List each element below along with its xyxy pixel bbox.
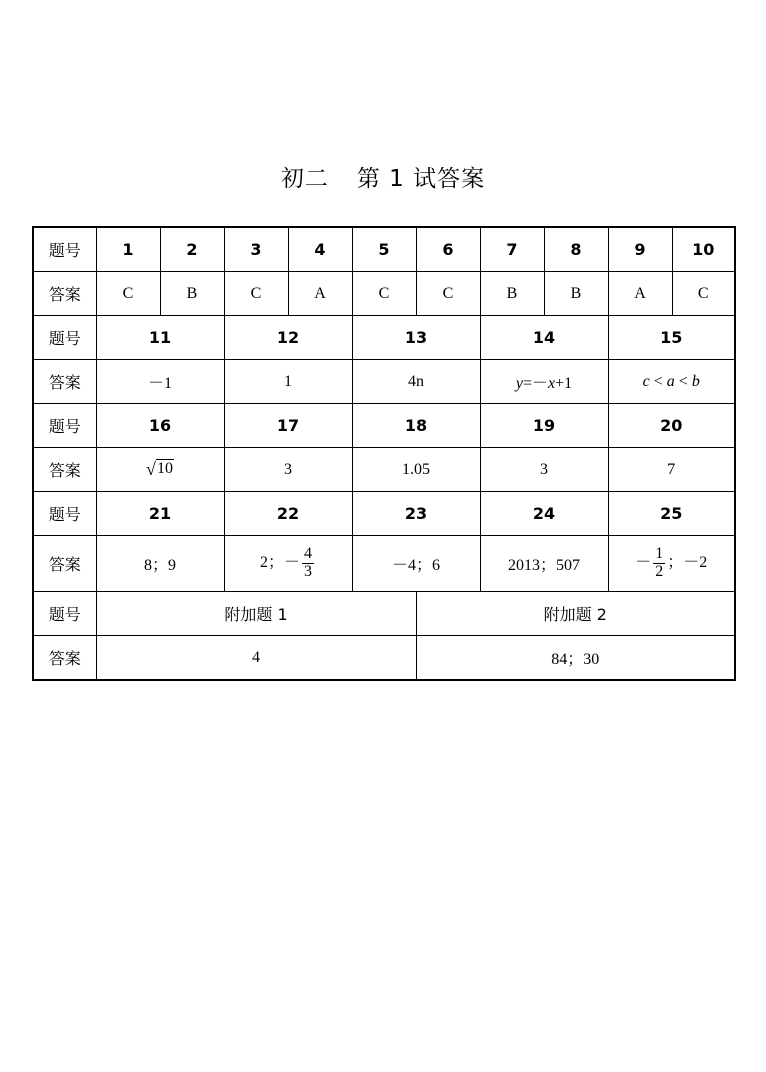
fraction-prefix: －: [635, 554, 652, 572]
var-b: b: [691, 372, 700, 390]
less-than: <: [649, 372, 667, 390]
question-number: 3: [224, 227, 288, 272]
question-number: 24: [480, 492, 608, 536]
question-number: 19: [480, 404, 608, 448]
answer-cell: C: [96, 272, 160, 316]
answer-cell: 4n: [352, 360, 480, 404]
question-number: 10: [672, 227, 735, 272]
row-label-question: 题号: [33, 316, 96, 360]
question-number: 22: [224, 492, 352, 536]
fraction-numerator: 4: [304, 545, 312, 563]
equals-minus: =－: [522, 375, 548, 392]
fraction-suffix: ；－2: [667, 554, 708, 572]
bonus-answer-1: 4: [96, 636, 416, 681]
answer-cell: B: [160, 272, 224, 316]
row-label-answer: 答案: [33, 360, 96, 404]
answer-cell: C: [352, 272, 416, 316]
fraction: [302, 546, 314, 581]
answer-cell: C: [224, 272, 288, 316]
radical-sign-icon: √: [146, 459, 156, 480]
answer-cell: 1.05: [352, 448, 480, 492]
var-a: a: [666, 372, 675, 390]
question-number: 2: [160, 227, 224, 272]
question-number: 11: [96, 316, 224, 360]
square-root: [146, 459, 174, 478]
plus-one: +1: [555, 375, 573, 392]
fraction-prefix: 2；－: [259, 554, 300, 572]
answer-cell: 8；9: [96, 536, 224, 592]
table-row: [33, 272, 735, 316]
answer-cell: A: [288, 272, 352, 316]
row-label-question: 题号: [33, 492, 96, 536]
page-title: [0, 160, 766, 193]
row-label-question: 题号: [33, 227, 96, 272]
question-number: 9: [608, 227, 672, 272]
fraction-denominator: 3: [304, 563, 312, 580]
question-number: 4: [288, 227, 352, 272]
radicand: 10: [156, 459, 173, 477]
row-label-answer: 答案: [33, 636, 96, 681]
title-grade: 初二: [280, 166, 329, 192]
question-number: 25: [608, 492, 735, 536]
row-label-answer: 答案: [33, 272, 96, 316]
question-number: 23: [352, 492, 480, 536]
question-number: 5: [352, 227, 416, 272]
question-number: 20: [608, 404, 735, 448]
answer-cell: 7: [608, 448, 735, 492]
fraction: [653, 546, 665, 581]
answer-cell-fraction: [608, 536, 735, 592]
var-y: y: [515, 375, 523, 392]
answer-cell-inequality: [608, 360, 735, 404]
answer-cell: C: [416, 272, 480, 316]
row-label-question: 题号: [33, 592, 96, 636]
question-number: 13: [352, 316, 480, 360]
question-number: 6: [416, 227, 480, 272]
less-than: <: [674, 372, 692, 390]
answer-cell: 1: [224, 360, 352, 404]
table-row: [33, 316, 735, 360]
table-row: [33, 536, 735, 592]
table-row: [33, 360, 735, 404]
table-row: [33, 404, 735, 448]
fraction-numerator: 1: [655, 545, 664, 563]
answer-cell: C: [672, 272, 735, 316]
answer-table: [32, 226, 736, 681]
question-number: 14: [480, 316, 608, 360]
answer-cell-sqrt: [96, 448, 224, 492]
row-label-answer: 答案: [33, 448, 96, 492]
answer-cell: 3: [224, 448, 352, 492]
table-row: [33, 636, 735, 681]
answer-cell-fraction: [224, 536, 352, 592]
question-number: 15: [608, 316, 735, 360]
question-number: 17: [224, 404, 352, 448]
answer-cell: B: [480, 272, 544, 316]
title-test: 第 1 试答案: [356, 166, 486, 192]
row-label-question: 题号: [33, 404, 96, 448]
question-number: 8: [544, 227, 608, 272]
answer-cell: B: [544, 272, 608, 316]
question-number: 18: [352, 404, 480, 448]
question-number: 21: [96, 492, 224, 536]
fraction-denominator: 2: [655, 563, 664, 580]
bonus-answer-2: 84；30: [416, 636, 735, 681]
bonus-question-2: 附加题 2: [416, 592, 735, 636]
answer-cell: 3: [480, 448, 608, 492]
answer-cell: A: [608, 272, 672, 316]
question-number: 16: [96, 404, 224, 448]
row-label-answer: 答案: [33, 536, 96, 592]
answer-cell: －1: [96, 360, 224, 404]
question-number: 7: [480, 227, 544, 272]
table-row: [33, 227, 735, 272]
bonus-question-1: 附加题 1: [96, 592, 416, 636]
answer-cell: －4；6: [352, 536, 480, 592]
answer-cell-equation: [480, 360, 608, 404]
answer-cell: 2013；507: [480, 536, 608, 592]
table-row: [33, 592, 735, 636]
question-number: 1: [96, 227, 160, 272]
var-c: c: [642, 372, 650, 390]
var-x: x: [548, 375, 556, 392]
table-row: [33, 492, 735, 536]
question-number: 12: [224, 316, 352, 360]
table-row: [33, 448, 735, 492]
